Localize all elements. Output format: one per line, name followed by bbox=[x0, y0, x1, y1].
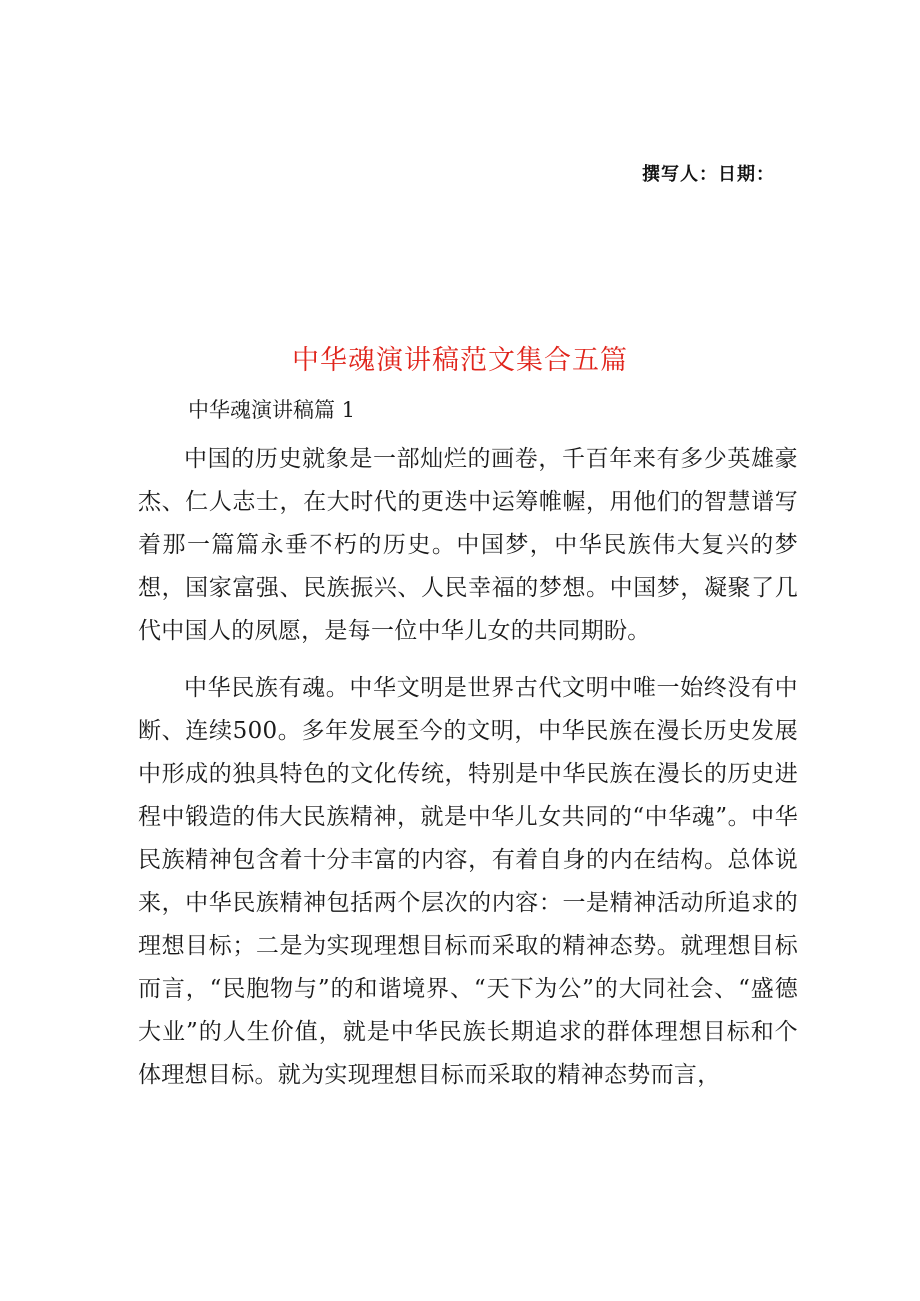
author-date-line: 撰写人：日期： bbox=[642, 164, 775, 185]
section-heading: 中华魂演讲稿篇 1 bbox=[188, 398, 356, 422]
paragraph-2: 中华民族有魂。中华文明是世界古代文明中唯一始终没有中断、连续500。多年发展至今的文明，中华民族在漫长历史发展中形成的独具特色的文化传统，特别是中华民族在漫长的历史进程中锻造的伟大民族精神，就是中华儿女共同的“中华魂”。中华民族精神包含着十分丰富的内容，有着自身的内在结构。总体说来，中华民族精神包括两个层次的内容：一是精神活动所追求的理想目标；二是为实现理想目标而采取的精神态势。就理想目标而言，“民胞物与”的和谐境界、“天下为公”的大同社会、“盛德大业”的人生价值，就是中华民族长期追求的群体理想目标和个体理想目标。就为实现理想目标而采取的精神态势而言， bbox=[138, 675, 798, 1088]
paragraph-1: 中国的历史就象是一部灿烂的画卷，千百年来有多少英雄豪杰、仁人志士，在大时代的更迭中运筹帷幄，用他们的智慧谱写着那一篇篇永垂不朽的历史。中国梦，中华民族伟大复兴的梦想，国家富强、民族振兴、人民幸福的梦想。中国梦，凝聚了几代中国人的夙愿，是每一位中华儿女的共同期盼。 bbox=[138, 446, 798, 644]
body-text bbox=[138, 438, 798, 1097]
document-title: 中华魂演讲稿范文集合五篇 bbox=[292, 345, 628, 376]
